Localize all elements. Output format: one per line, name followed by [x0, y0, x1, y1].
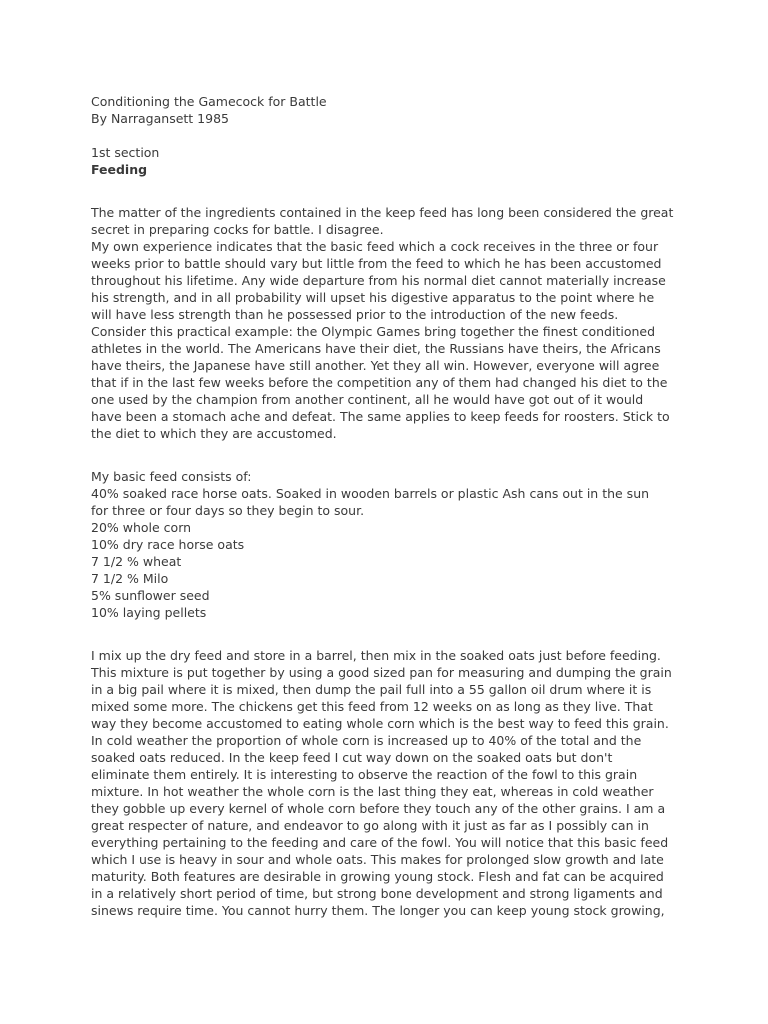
document-byline: By Narragansett 1985	[91, 111, 229, 126]
text-line: mixture. In hot weather the whole corn is the last thing they eat, whereas in cold weather	[91, 784, 654, 799]
document-title: Conditioning the Gamecock for Battle	[91, 94, 327, 109]
text-line: everything pertaining to the feeding and care of the fowl. You will notice that this basic feed	[91, 835, 669, 850]
text-line: I mix up the dry feed and store in a barrel, then mix in the soaked oats just before feeding.	[91, 648, 661, 663]
text-line: secret in preparing cocks for battle. I disagree.	[91, 222, 384, 237]
text-line: will have less strength than he possessed prior to the introduction of the new feeds.	[91, 307, 619, 322]
text-line: one used by the champion from another continent, all he would have got out of it would	[91, 392, 644, 407]
spacer	[91, 621, 691, 638]
feed-item: My basic feed consists of:	[91, 469, 252, 484]
feed-item: 10% laying pellets	[91, 605, 207, 620]
document-page	[91, 93, 691, 919]
text-line: This mixture is put together by using a good sized pan for measuring and dumping the grain	[91, 665, 672, 680]
intro-paragraph	[91, 204, 691, 442]
text-line: way they become accustomed to eating whole corn which is the best way to feed this grain.	[91, 716, 669, 731]
text-line: his strength, and in all probability will upset his digestive apparatus to the point where he	[91, 290, 655, 305]
text-line: they gobble up every kernel of whole corn before they touch any of the other grains. I am a	[91, 801, 666, 816]
spacer	[91, 638, 691, 647]
feed-item: 40% soaked race horse oats. Soaked in wooden barrels or plastic Ash cans out in the sun	[91, 486, 650, 501]
text-line: maturity. Both features are desirable in growing young stock. Flesh and fat can be acquired	[91, 869, 664, 884]
text-line: soaked oats reduced. In the keep feed I cut way down on the soaked oats but don't	[91, 750, 613, 765]
text-line: which I use is heavy in sour and whole oats. This makes for prolonged slow growth and late	[91, 852, 664, 867]
text-line: mixed some more. The chickens get this feed from 12 weeks on as long as they live. That	[91, 699, 653, 714]
text-line: athletes in the world. The Americans have their diet, the Russians have theirs, the Africans	[91, 341, 661, 356]
text-line: eliminate them entirely. It is interesting to observe the reaction of the fowl to this grain	[91, 767, 638, 782]
text-line: in a big pail where it is mixed, then dump the pail full into a 55 gallon oil drum where it is	[91, 682, 652, 697]
text-line: the diet to which they are accustomed.	[91, 426, 337, 441]
feed-item: 10% dry race horse oats	[91, 537, 245, 552]
text-line: In cold weather the proportion of whole corn is increased up to 40% of the total and the	[91, 733, 642, 748]
text-line: have theirs, the Japanese have still another. Yet they all win. However, everyone will agree	[91, 358, 660, 373]
text-line: weeks prior to battle should vary but little from the feed to which he has been accustomed	[91, 256, 662, 271]
section-label: 1st section	[91, 145, 160, 160]
text-line: Consider this practical example: the Olympic Games bring together the finest conditioned	[91, 324, 656, 339]
feed-item: for three or four days so they begin to sour.	[91, 503, 365, 518]
text-line: that if in the last few weeks before the competition any of them had changed his diet to the	[91, 375, 668, 390]
text-line: sinews require time. You cannot hurry them. The longer you can keep young stock growing,	[91, 903, 665, 918]
spacer	[91, 459, 691, 468]
feed-list	[91, 468, 691, 621]
text-line: have been a stomach ache and defeat. The same applies to keep feeds for roosters. Stick to	[91, 409, 670, 424]
spacer	[91, 195, 691, 204]
feed-item: 5% sunflower seed	[91, 588, 210, 603]
text-line: in a relatively short period of time, but strong bone development and strong ligaments and	[91, 886, 663, 901]
spacer	[91, 178, 691, 195]
text-line: throughout his lifetime. Any wide departure from his normal diet cannot materially increase	[91, 273, 666, 288]
section-heading: Feeding	[91, 162, 148, 177]
spacer	[91, 442, 691, 459]
spacer	[91, 127, 691, 144]
feed-item: 7 1/2 % Milo	[91, 571, 169, 586]
text-line: The matter of the ingredients contained in the keep feed has long been considered the great	[91, 205, 674, 220]
feed-item: 7 1/2 % wheat	[91, 554, 182, 569]
feed-item: 20% whole corn	[91, 520, 192, 535]
mixing-paragraph	[91, 647, 691, 919]
text-line: My own experience indicates that the basic feed which a cock receives in the three or four	[91, 239, 659, 254]
text-line: great respecter of nature, and endeavor to go along with it just as far as I possibly can in	[91, 818, 649, 833]
